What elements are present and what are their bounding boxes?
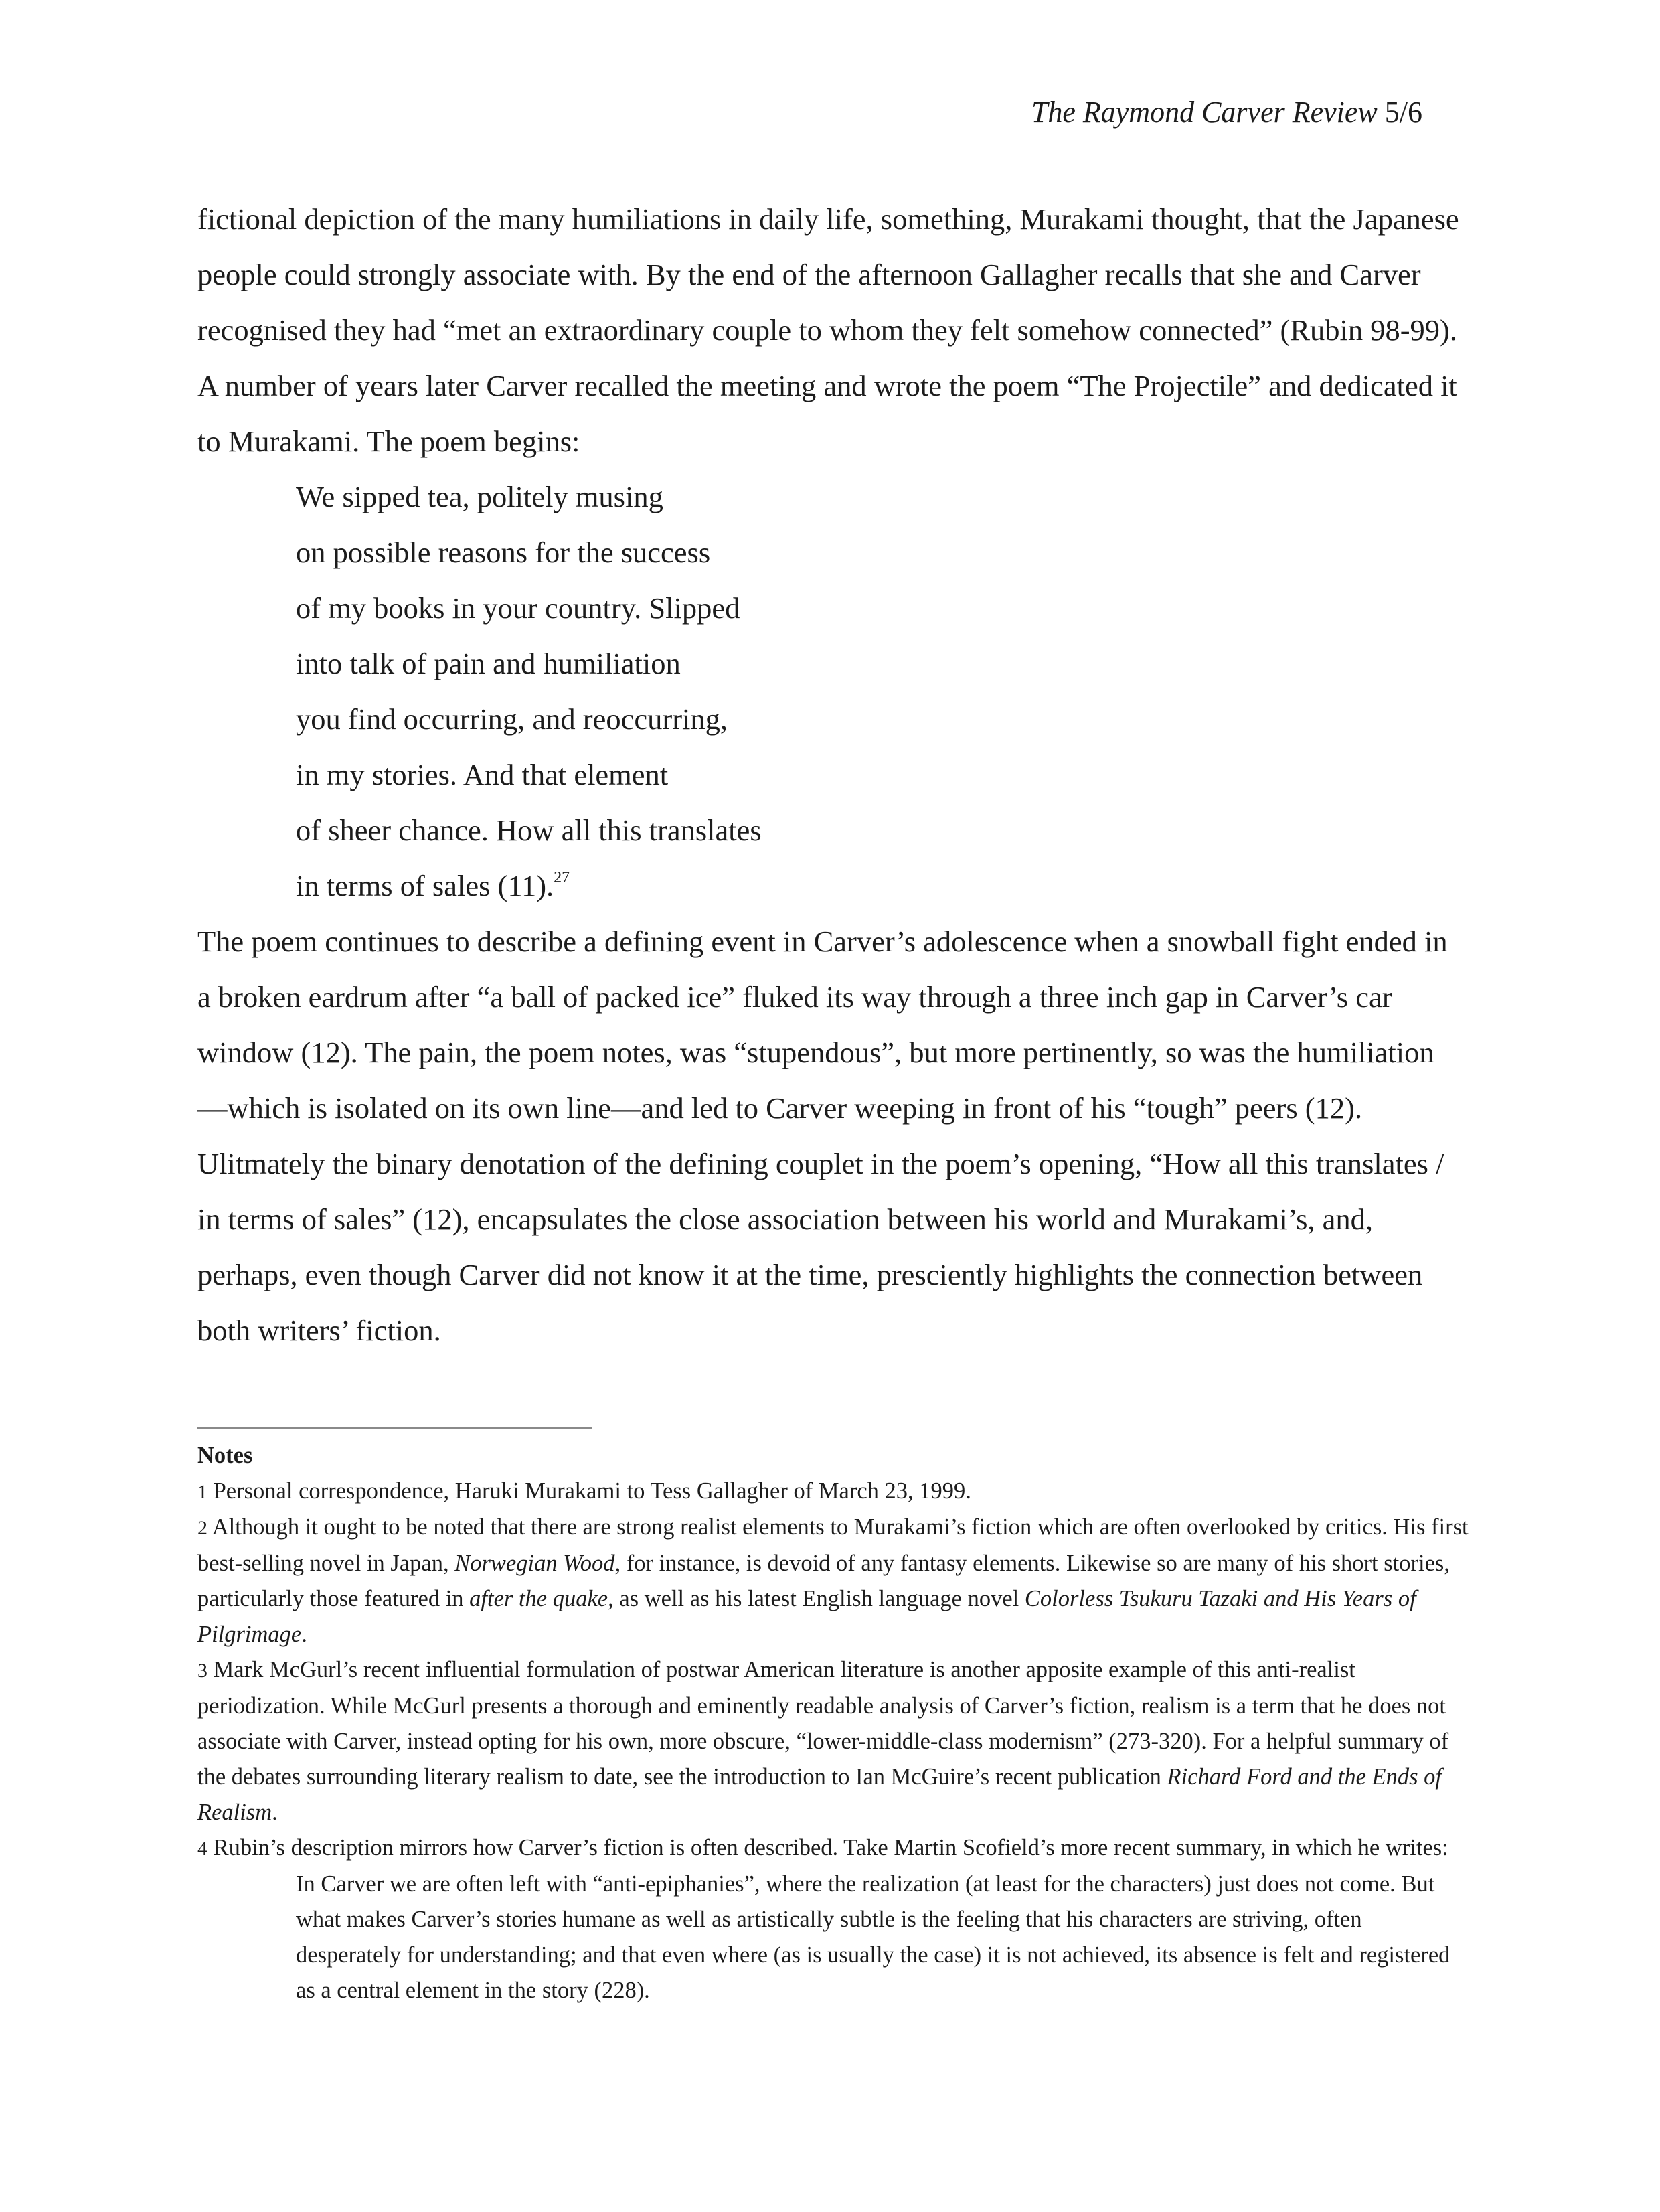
note-3 [197,1652,1469,1830]
note-2-text-a: Although it ought to be noted that there are strong realist elements to Murakami’s fiction which are often overlooked by critics. His first best-selling novel in Japan, [197,1514,1469,1576]
note-1-number: 1 [197,1481,208,1503]
note-2-text-b: , for instance, is devoid of any fantasy elements. Likewise so are many of his short stories, particularly those featured in [197,1551,1450,1611]
running-header [1031,92,1422,133]
poem-line-8-text: in terms of sales (11). [296,869,554,902]
note-3-text-b: . [272,1800,278,1825]
paragraph-2: The poem continues to describe a defining event in Carver’s adolescence when a snowball fight ended in a broken eardrum after “a ball of packed ice” fluked its way through a three inch gap in Carver’s car window (12). The pain, the poem notes, was “stupendous”, but more pertinently, so was the humiliation—which is isolated on its own line—and led to Carver weeping in front of his “tough” peers (12). Ulitmately the binary denotation of the defining couplet in the poem’s opening, “How all this translates / in terms of sales” (12), encapsulates the close association between his world and Murakami’s, and, perhaps, even though Carver did not know it at the time, presciently highlights the connection between both writers’ fiction. [197,925,1448,1347]
poem-line-4: into talk of pain and humiliation [296,647,681,680]
note-2-title-norwegian-wood: Norwegian Wood [454,1551,615,1576]
footnote-reference[interactable]: 27 [554,869,570,886]
poem-line-8 [296,858,1463,914]
note-2-text-d: . [301,1622,307,1647]
poem-line-7: of sheer chance. How all this translates [296,813,762,847]
note-2-text-c: , as well as his latest English language novel [608,1586,1025,1611]
note-1-text: Personal correspondence, Haruki Murakami to Tess Gallagher of March 23, 1999. [213,1478,971,1504]
note-2-title-after-the-quake: after the quake [469,1586,608,1611]
note-2-number: 2 [197,1517,208,1539]
paragraph-1: fictional depiction of the many humiliations in daily life, something, Murakami thought, that the Japanese people could strongly associate with. By the end of the afternoon Gallagher recalls that she and Carver recognised they had “met an extraordinary couple to whom they felt somehow connected” (Rubin 98-99). A number of years later Carver recalled the meeting and wrote the poem “The Projectile” and dedicated it to Murakami. The poem begins: [197,202,1459,458]
journal-title: The Raymond Carver Review [1031,96,1378,129]
poem-block [296,469,1463,914]
page-number: 5/6 [1384,96,1422,129]
poem-line-1: We sipped tea, politely musing [296,480,663,514]
poem-line-2: on possible reasons for the success [296,536,711,569]
note-2 [197,1510,1469,1652]
note-3-title-richard-ford: Richard Ford and the Ends of Realism [197,1764,1442,1825]
poem-line-5: you find occurring, and reoccurring, [296,702,728,736]
notes-heading: Notes [197,1443,253,1468]
poem-line-6: in my stories. And that element [296,758,669,791]
note-4 [197,1830,1469,1867]
note-2-title-colorless-tsukuru: Colorless Tsukuru Tazaki and His Years of Pilgrimage [197,1586,1416,1647]
note-4-block-quote: In Carver we are often left with “anti-epiphanies”, where the realization (at least for the characters) just does not come. But what makes Carver’s stories humane as well as artistically subtle is the feeling that his characters are striving, often desperately for understanding; and that even where (as is usually the case) it is not achieved, its absence is felt and registered as a central element in the story (228). [296,1871,1450,2003]
note-3-text-a: Mark McGurl’s recent influential formulation of postwar American literature is another apposite example of this anti-realist periodization. While McGurl presents a thorough and eminently readable analysis of Carver’s fiction, realism is a term that he does not associate with Carver, instead opting for his own, more obscure, “lower-middle-class modernism” (273-320). For a helpful summary of the debates surrounding literary realism to date, see the introduction to Ian McGuire’s recent publication [197,1657,1449,1790]
notes-section [197,1438,1469,2008]
note-1 [197,1474,1469,1510]
note-4-number: 4 [197,1838,208,1860]
note-4-text: Rubin’s description mirrors how Carver’s fiction is often described. Take Martin Scofield’s more recent summary, in which he writes: [213,1835,1448,1861]
note-3-number: 3 [197,1660,208,1682]
main-text [197,191,1463,1358]
poem-line-3: of my books in your country. Slipped [296,591,740,625]
footnote-separator [197,1427,592,1429]
